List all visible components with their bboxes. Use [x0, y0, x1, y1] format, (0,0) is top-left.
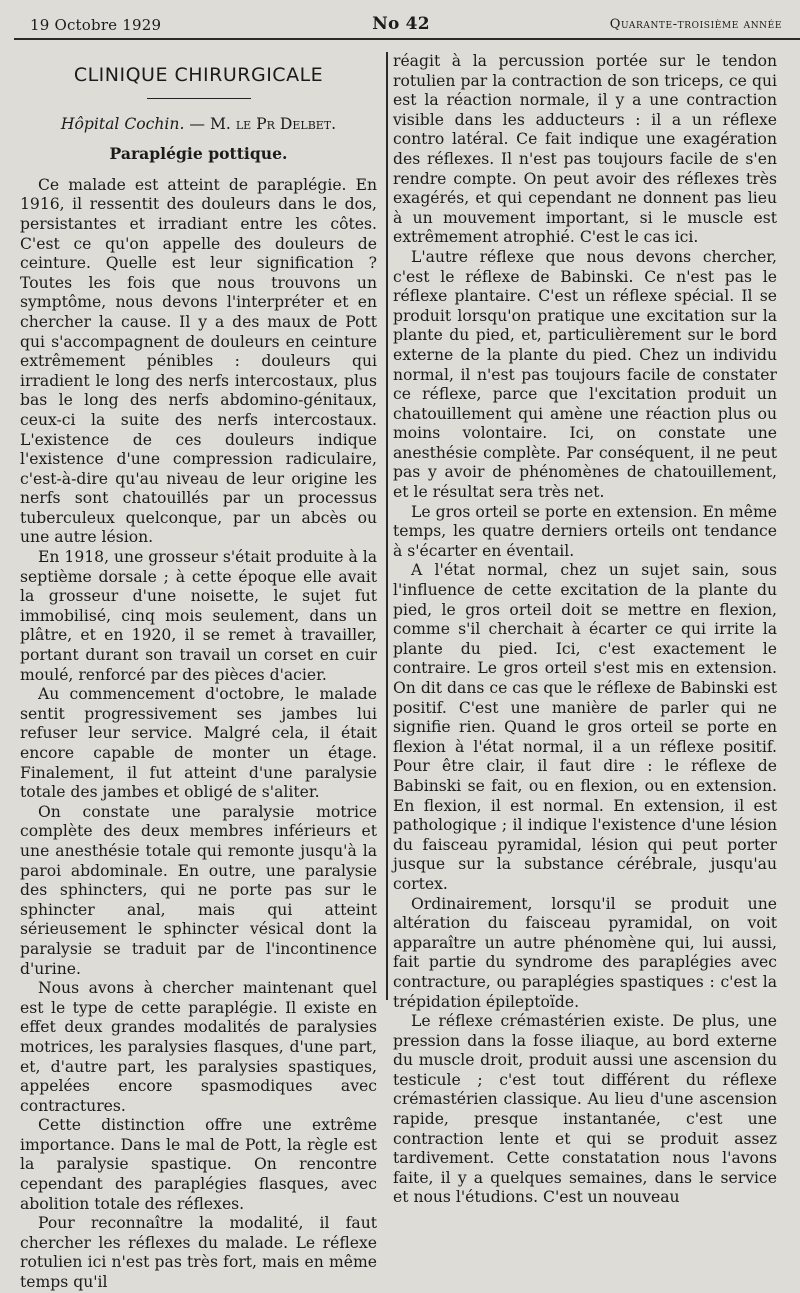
paragraph-continued: réagit à la percussion portée sur le tendon rotulien par la contraction de son triceps, ce qui est la réaction normale, il y a une contraction visible dans les adducteurs : il a un réflexe contro latéral. Ce fait indique une exagération des réflexes. Il n'est pas toujours facile de s'en rendre compte. On peut avoir des réflexes très exagérés, et qui cependant ne donnent pas lieu à un mouvement important, si le muscle est extrêmement atrophié. C'est le cas ici. [393, 52, 777, 247]
paragraph: Cette distinction offre une extrême importance. Dans le mal de Pott, la règle est la paralysie spastique. On rencontre cependant des paraplégies flasques, avec abolition totale des réflexes. [20, 1116, 377, 1213]
byline [20, 115, 377, 135]
publication-year: Quarante-troisième année [609, 17, 782, 32]
left-column [20, 56, 377, 1293]
paragraph: Le gros orteil se porte en extension. En même temps, les quatre derniers orteils ont tendance à s'écarter en éventail. [393, 502, 777, 560]
paragraph: Le réflexe crémastérien existe. De plus, une pression dans la fosse iliaque, au bord externe du muscle droit, produit aussi une ascension du testicule ; c'est tout différent du réflexe crémastérien classique. Au lieu d'une ascension rapide, presque instantanée, c'est une contraction lente et qui se produit assez tardivement. Cette constatation nous l'avons faite, il y a quelques semaines, dans le service et nous l'étudions. C'est un nouveau [393, 1012, 777, 1207]
author-name: — M. le Pr Delbet. [189, 114, 337, 133]
paragraph: A l'état normal, chez un sujet sain, sous l'influence de cette excitation de la plante du pied, le gros orteil doit se mettre en flexion, comme s'il cherchait à écarter ce qui irrite la plante du pied. Ici, c'est exactement le contraire. Le gros orteil s'est mis en extension. On dit dans ce cas que le réflexe de Babinski est positif. C'est une manière de parler qui ne signifie rien. Quand le gros orteil se porte en flexion à l'état normal, il a un réflexe positif. Pour être clair, il faut dire : le réflexe de Babinski se fait, ou en flexion, ou en extension. En flexion, il est normal. En extension, il est pathologique ; il indique l'existence d'une lésion du faisceau pyramidal, lésion qui peut porter jusque sur la substance cérébrale, jusqu'au cortex. [393, 561, 777, 893]
issue-number: No 42 [372, 14, 430, 34]
paragraph: Au commencement d'octobre, le malade sentit progressivement ses jambes lui refuser leur service. Malgré cela, il était encore capable de monter un étage. Finalement, il fut atteint d'une paralysie totale des jambes et obligé de s'aliter. [20, 685, 377, 802]
header-rule [14, 38, 800, 40]
right-column [393, 52, 777, 1208]
title-rule [147, 98, 251, 99]
hospital-name: Hôpital Cochin. [60, 114, 185, 133]
paragraph: Ce malade est atteint de paraplégie. En 1916, il ressentit des douleurs dans le dos, persistantes et irradiant entre les côtes. C'est ce qu'on appelle des douleurs de ceinture. Quelle est leur signification ? Toutes les fois que nous trouvons un symptôme, nous devons l'interpréter et en chercher la cause. Il y a des maux de Pott qui s'accompagnent de douleurs en ceinture extrêmement pénibles : douleurs qui irradient le long des nerfs intercostaux, plus bas le long des nerfs abdomino-génitaux, ceux-ci la suite des nerfs intercostaux. L'existence de ces douleurs indique l'existence d'une compression radiculaire, c'est-à-dire qu'au niveau de leur origine les nerfs sont chatouillés par un processus tuberculeux quelconque, par un abcès ou une autre lésion. [20, 175, 377, 547]
paragraph: Ordinairement, lorsqu'il se produit une altération du faisceau pyramidal, on voit apparaître un autre phénomène qui, lui aussi, fait partie du syndrome des paraplégies avec contracture, ou paraplégies spastiques : c'est la trépidation épileptoïde. [393, 894, 777, 1011]
paragraph: Pour reconnaître la modalité, il faut chercher les réflexes du malade. Le réflexe rotulien ici n'est pas très fort, mais en même temps qu'il [20, 1214, 377, 1292]
issue-date: 19 Octobre 1929 [30, 16, 162, 34]
paragraph: En 1918, une grosseur s'était produite à la septième dorsale ; à cette époque elle avait la grosseur d'une noisette, le sujet fut immobilisé, cinq mois seulement, dans un plâtre, et en 1920, il se remet à travailler, portant durant son travail un corset en cuir moulé, renforcé par des pièces d'acier. [20, 548, 377, 684]
paragraph: Nous avons à chercher maintenant quel est le type de cette paraplégie. Il existe en effet deux grandes modalités de paralysies motrices, les paralysies flasques, d'une part, et, d'autre part, les paralysies spastiques, appelées encore spasmodiques avec contractures. [20, 979, 377, 1115]
article-subtitle: Paraplégie pottique. [109, 144, 288, 164]
column-divider [386, 52, 388, 1000]
section-title: CLINIQUE CHIRURGICALE [73, 64, 324, 86]
paragraph: On constate une paralysie motrice complète des deux membres inférieurs et une anesthésie totale qui remonte jusqu'à la paroi abdominale. En outre, une paralysie des sphincters, qui ne porte pas sur le sphincter anal, mais qui atteint sérieusement le sphincter vésical dont la paralysie se traduit par de l'incontinence d'urine. [20, 802, 377, 978]
paragraph: L'autre réflexe que nous devons chercher, c'est le réflexe de Babinski. Ce n'est pas le réflexe plantaire. C'est un réflexe spécial. Il se produit lorsqu'on pratique une excitation sur la plante du pied, et, particulièrement sur le bord externe de la plante du pied. Chez un individu normal, il n'est pas toujours facile de constater ce réflexe, parce que l'excitation produit un chatouillement qui amène une réaction plus ou moins volontaire. Ici, on constate une anesthésie complète. Par conséquent, il ne peut pas y avoir de phénomènes de chatouillement, et le résultat sera très net. [393, 247, 777, 502]
page-header [20, 14, 782, 38]
